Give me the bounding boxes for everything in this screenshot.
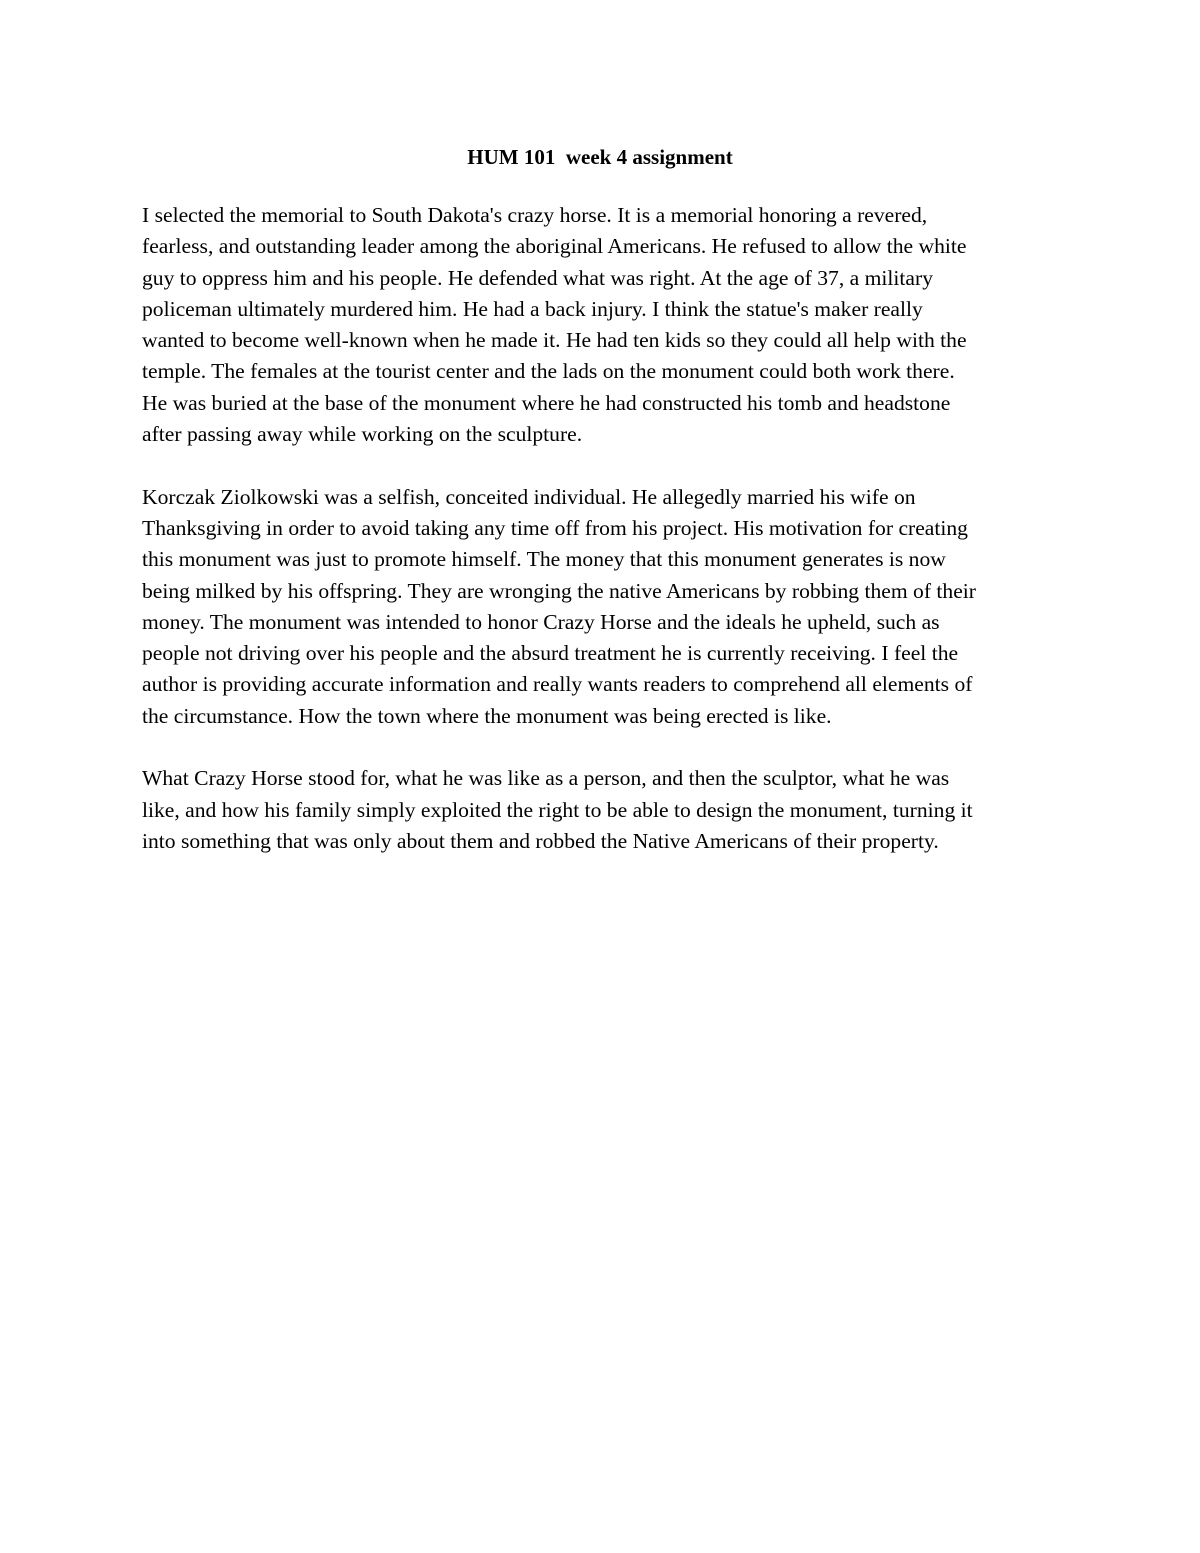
document-body bbox=[142, 200, 1062, 889]
text-line: being milked by his offspring. They are wronging the native Americans by robbing them of their bbox=[142, 578, 976, 603]
text-line: policeman ultimately murdered him. He had a back injury. I think the statue's maker really bbox=[142, 296, 923, 321]
text-line: Korczak Ziolkowski was a selfish, conceited individual. He allegedly married his wife on bbox=[142, 484, 916, 509]
text-line: like, and how his family simply exploited the right to be able to design the monument, turning it bbox=[142, 797, 973, 822]
text-line: What Crazy Horse stood for, what he was like as a person, and then the sculptor, what he was bbox=[142, 766, 950, 791]
text-line: He was buried at the base of the monument where he had constructed his tomb and headstone bbox=[142, 390, 951, 415]
text-line: Thanksgiving in order to avoid taking any time off from his project. His motivation for creating bbox=[142, 515, 968, 540]
text-line: I selected the memorial to South Dakota's crazy horse. It is a memorial honoring a revered, bbox=[142, 203, 928, 227]
text-line: author is providing accurate information and really wants readers to comprehend all elements of bbox=[142, 672, 973, 697]
document-title: HUM 101 week 4 assignment bbox=[467, 145, 733, 169]
text-line: people not driving over his people and the absurd treatment he is currently receiving. I feel the bbox=[142, 641, 959, 666]
paragraph-1 bbox=[142, 200, 1062, 450]
text-line: fearless, and outstanding leader among the aboriginal Americans. He refused to allow the white bbox=[142, 234, 967, 259]
text-line: money. The monument was intended to honor Crazy Horse and the ideals he upheld, such as bbox=[142, 609, 940, 634]
text-line: temple. The females at the tourist center and the lads on the monument could both work there. bbox=[142, 359, 955, 384]
paragraph-3 bbox=[142, 763, 1062, 857]
text-line: into something that was only about them and robbed the Native Americans of their property. bbox=[142, 828, 939, 853]
text-line: after passing away while working on the sculpture. bbox=[142, 422, 583, 447]
text-line: wanted to become well-known when he made it. He had ten kids so they could all help with the bbox=[142, 328, 967, 353]
text-line: the circumstance. How the town where the monument was being erected is like. bbox=[142, 703, 832, 728]
text-line: guy to oppress him and his people. He defended what was right. At the age of 37, a military bbox=[142, 265, 933, 290]
paragraph-2 bbox=[142, 482, 1062, 732]
text-line: this monument was just to promote himself. The money that this monument generates is now bbox=[142, 547, 946, 572]
